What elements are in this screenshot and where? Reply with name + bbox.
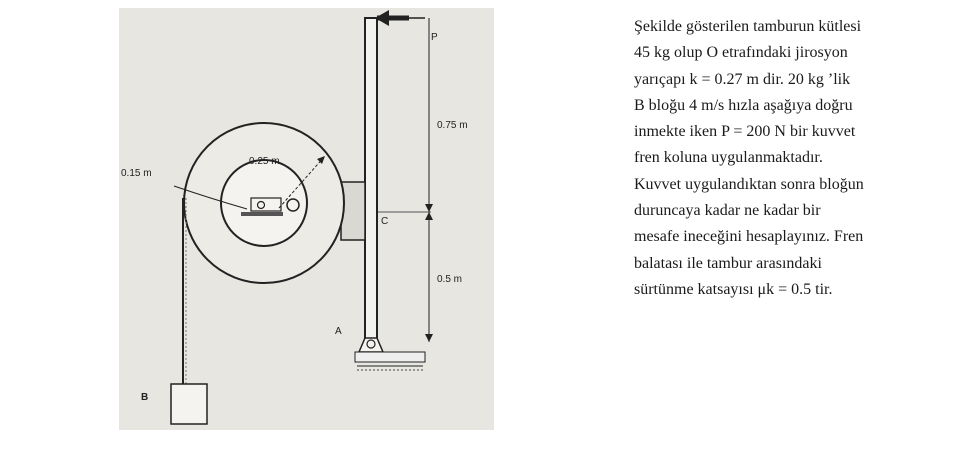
- problem-line: fren koluna uygulanmaktadır.: [634, 149, 823, 167]
- drum-diagram: [119, 8, 494, 430]
- force-label: P: [431, 32, 438, 43]
- radius-outer-label: 0.15 m: [121, 168, 152, 179]
- problem-line: Kuvvet uygulandıktan sonra bloğun: [634, 175, 864, 193]
- dim-arrow-icon: [425, 204, 433, 212]
- radius-inner-label: 0.25 m: [249, 156, 280, 167]
- problem-line: yarıçapı k = 0.27 m dir. 20 kg ’lik: [634, 70, 851, 88]
- dim-top-label: 0.75 m: [437, 120, 468, 131]
- brake-drum-figure: [119, 8, 494, 430]
- dim-arrow-icon: [425, 212, 433, 220]
- problem-line: mesafe ineceğini hesaplayınız. Fren: [634, 228, 864, 246]
- block-b: [171, 384, 207, 424]
- problem-line: inmekte iken P = 200 N bir kuvvet: [634, 123, 856, 141]
- problem-line: sürtünme katsayısı μk = 0.5 tir.: [634, 280, 833, 298]
- problem-line: Şekilde gösterilen tamburun kütlesi: [634, 18, 862, 35]
- brake-lever: [365, 18, 377, 342]
- problem-statement: [634, 14, 924, 303]
- problem-line: balatası ile tambur arasındaki: [634, 254, 822, 272]
- pivot-a-label: A: [335, 326, 342, 337]
- problem-line: B bloğu 4 m/s hızla aşağıya doğru: [634, 96, 853, 114]
- bearing-base: [241, 212, 283, 216]
- point-c-label: C: [381, 216, 389, 227]
- dim-bottom-label: 0.5 m: [437, 274, 463, 285]
- pivot-ground: [355, 352, 425, 362]
- block-b-label: B: [141, 392, 149, 403]
- dim-arrow-icon: [425, 334, 433, 342]
- problem-line: 45 kg olup O etrafındaki jirosyon: [634, 44, 848, 62]
- problem-line: duruncaya kadar ne kadar bir: [634, 202, 821, 220]
